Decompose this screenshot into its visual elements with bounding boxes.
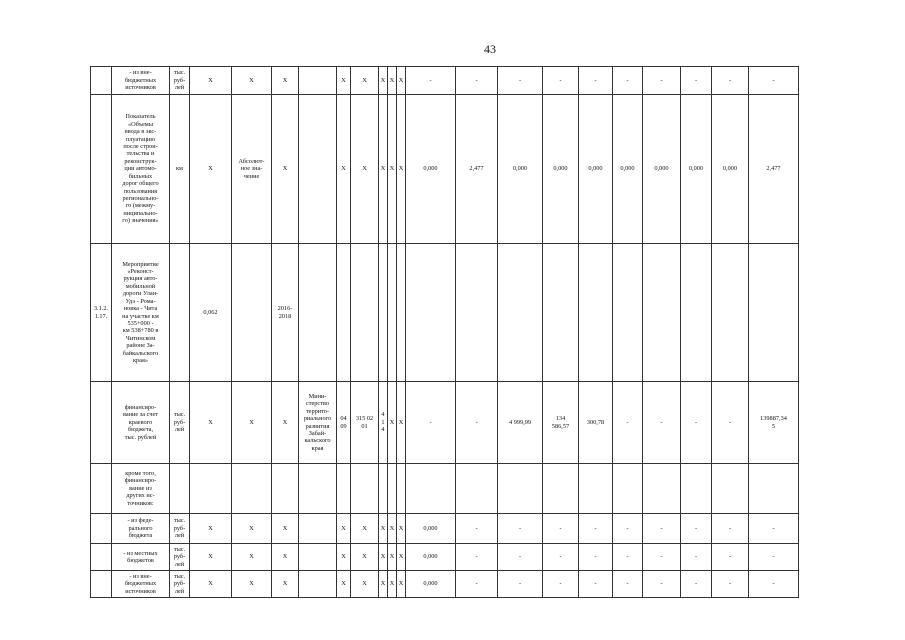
cell-value [543,464,579,514]
cell-k3: X [397,67,406,95]
cell-c3: 2016- 2018 [272,244,299,382]
cell-c3: X [272,95,299,244]
cell-value: - [456,382,498,464]
cell-resp [299,571,337,598]
cell-k2: X [388,67,397,95]
cell-c2: X [232,382,272,464]
cell-unit [170,464,190,514]
cell-value: - [406,382,456,464]
cell-resp [299,514,337,544]
cell-value: - [712,571,749,598]
cell-k2 [388,464,397,514]
cell-value [456,244,498,382]
cell-c2: X [232,514,272,544]
cell-csr [351,464,379,514]
cell-value: 0,000 [543,95,579,244]
cell-value [681,464,712,514]
cell-c3: X [272,514,299,544]
cell-value: - [613,382,643,464]
cell-value: - [498,67,543,95]
cell-value: 0,000 [406,544,456,571]
cell-name: кроме того, финансиро- вание из других ис- точников: [112,464,170,514]
cell-rz: X [337,514,351,544]
cell-unit: тыс. руб- лей [170,544,190,571]
cell-k2: X [388,382,397,464]
cell-value: - [681,544,712,571]
cell-value: - [406,67,456,95]
cell-k1: X [379,95,388,244]
cell-k2: X [388,544,397,571]
cell-value [498,244,543,382]
cell-k1: 4 1 4 [379,382,388,464]
cell-c2: X [232,571,272,598]
cell-rz: 04 09 [337,382,351,464]
cell-c1: X [190,67,232,95]
cell-value: - [498,571,543,598]
table-row [91,544,799,571]
cell-value: - [579,571,613,598]
cell-k3 [397,244,406,382]
cell-name: Показатель «Объемы ввода в экс- плуатацию после строи- тельства и реконструк- ции автомо- бильных дорог общего пользования регионально- го (межму- ниципально- го) значения» [112,95,170,244]
cell-value: - [643,571,681,598]
cell-unit: тыс. руб- лей [170,382,190,464]
cell-value: - [613,514,643,544]
cell-value [712,244,749,382]
cell-k3: X [397,571,406,598]
table-row [91,464,799,514]
cell-c1: X [190,382,232,464]
cell-name: финансиро- вание за счет краевого бюджета, тыс. рублей [112,382,170,464]
cell-c2: Абсолют- ное зна- чение [232,95,272,244]
cell-value: - [681,514,712,544]
cell-unit: тыс. руб- лей [170,514,190,544]
cell-resp [299,544,337,571]
cell-k1 [379,244,388,382]
cell-value: - [543,67,579,95]
cell-name: - из местных бюджетов [112,544,170,571]
cell-value: - [579,67,613,95]
cell-rz: X [337,544,351,571]
cell-rz: X [337,571,351,598]
cell-c1: X [190,95,232,244]
cell-value: - [613,571,643,598]
cell-value [681,244,712,382]
table-row [91,244,799,382]
cell-c1: X [190,514,232,544]
cell-c1: 0,062 [190,244,232,382]
cell-k3: X [397,544,406,571]
cell-value: - [643,67,681,95]
cell-value: 0,000 [712,95,749,244]
cell-k3: X [397,514,406,544]
cell-rz: X [337,67,351,95]
cell-c3: X [272,382,299,464]
cell-unit: тыс. руб- лей [170,571,190,598]
cell-value: 0,000 [613,95,643,244]
cell-value: - [749,571,799,598]
cell-resp [299,95,337,244]
cell-value [579,464,613,514]
cell-value: - [749,67,799,95]
program-table [90,66,799,598]
cell-k1: X [379,514,388,544]
cell-value [613,244,643,382]
cell-value: - [681,67,712,95]
cell-c3: X [272,544,299,571]
cell-value: - [643,544,681,571]
cell-name: Мероприятие «Реконст- рукция авто- мобильной дороги Улан- Удэ - Рома- новка - Чита на участке км 535+000 - км 538+780 в Читинском районе За- байкальского края» [112,244,170,382]
cell-unit: км [170,95,190,244]
cell-value: 0,000 [643,95,681,244]
table-row [91,67,799,95]
cell-k3: X [397,95,406,244]
cell-c3: X [272,571,299,598]
cell-value: 2,477 [456,95,498,244]
cell-num [91,95,112,244]
cell-num [91,514,112,544]
cell-c2: X [232,544,272,571]
cell-k3: X [397,382,406,464]
cell-rz [337,244,351,382]
cell-value [456,464,498,514]
cell-unit: тыс. руб- лей [170,67,190,95]
cell-c2: X [232,67,272,95]
cell-num: 3.1.2. 1.17. [91,244,112,382]
cell-value: 0,000 [406,95,456,244]
page-number: 43 [484,42,496,56]
cell-value: - [456,67,498,95]
cell-csr: X [351,95,379,244]
cell-value: - [579,514,613,544]
cell-c1: X [190,571,232,598]
cell-value: 134 586,57 [543,382,579,464]
cell-value: - [498,544,543,571]
cell-value [543,244,579,382]
cell-name: - из вне- бюджетных источников [112,571,170,598]
cell-value [613,464,643,514]
cell-unit [170,244,190,382]
cell-c2 [232,244,272,382]
cell-k2 [388,244,397,382]
cell-value: - [681,571,712,598]
cell-value: 0,000 [579,95,613,244]
cell-num [91,67,112,95]
cell-value: - [643,514,681,544]
cell-value: - [456,544,498,571]
cell-value: 4 999,99 [498,382,543,464]
cell-value: - [681,382,712,464]
cell-k3 [397,464,406,514]
cell-value: 0,000 [498,95,543,244]
cell-value [498,464,543,514]
cell-num [91,382,112,464]
cell-c2 [232,464,272,514]
cell-name: - из вне- бюджетных источников [112,67,170,95]
cell-value: - [456,571,498,598]
cell-value [406,244,456,382]
cell-value: - [613,67,643,95]
cell-value [749,464,799,514]
cell-value: - [749,514,799,544]
cell-value: 139887,34 5 [749,382,799,464]
cell-c1 [190,464,232,514]
cell-value: - [543,514,579,544]
cell-k1: X [379,571,388,598]
cell-rz: X [337,95,351,244]
cell-value [579,244,613,382]
cell-c3: X [272,67,299,95]
cell-value: - [579,544,613,571]
cell-value: 0,000 [406,514,456,544]
cell-name: - из феде- рального бюджета [112,514,170,544]
cell-value: 300,78 [579,382,613,464]
cell-value: - [712,514,749,544]
cell-k1: X [379,544,388,571]
cell-value: - [456,514,498,544]
cell-value: 0,000 [406,571,456,598]
cell-csr [351,244,379,382]
cell-value: - [712,67,749,95]
cell-num [91,464,112,514]
cell-resp [299,244,337,382]
cell-k1: X [379,67,388,95]
cell-k2: X [388,95,397,244]
cell-csr: X [351,514,379,544]
cell-c1: X [190,544,232,571]
cell-value [643,464,681,514]
cell-value: - [543,544,579,571]
table-row [91,382,799,464]
cell-k1 [379,464,388,514]
cell-c3 [272,464,299,514]
cell-value: - [498,514,543,544]
table-row [91,514,799,544]
cell-value: 2,477 [749,95,799,244]
cell-value [643,244,681,382]
cell-csr: X [351,544,379,571]
cell-value: - [613,544,643,571]
cell-rz [337,464,351,514]
cell-k2: X [388,571,397,598]
cell-csr: X [351,67,379,95]
cell-num [91,544,112,571]
cell-num [91,571,112,598]
cell-k2: X [388,514,397,544]
table-row [91,571,799,598]
cell-value: - [749,544,799,571]
cell-resp: Мини- стерство террито- риального развития Забай- кальского края [299,382,337,464]
cell-value: - [712,544,749,571]
cell-resp [299,464,337,514]
table-row [91,95,799,244]
cell-value [712,464,749,514]
cell-value: - [643,382,681,464]
cell-csr: 315 02 01 [351,382,379,464]
cell-value [749,244,799,382]
cell-value: 0,000 [681,95,712,244]
cell-value: - [543,571,579,598]
cell-value [406,464,456,514]
cell-csr: X [351,571,379,598]
cell-value: - [712,382,749,464]
cell-resp [299,67,337,95]
